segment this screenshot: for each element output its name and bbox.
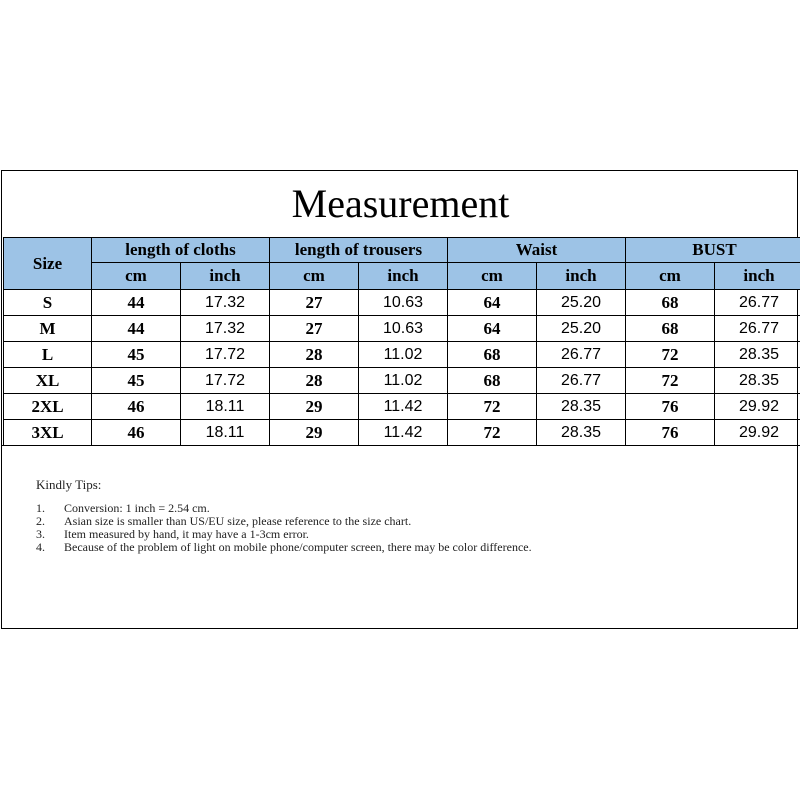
value-cell: 27 <box>270 316 359 342</box>
size-cell: S <box>4 290 92 316</box>
value-cell: 68 <box>448 368 537 394</box>
value-cell: 26.77 <box>715 290 800 316</box>
unit-header: inch <box>359 263 448 290</box>
value-cell: 11.02 <box>359 368 448 394</box>
tip-text: Asian size is smaller than US/EU size, please reference to the size chart. <box>64 514 412 528</box>
value-cell: 10.63 <box>359 316 448 342</box>
tip-item <box>36 541 776 554</box>
tip-number: 1. <box>36 501 45 515</box>
value-cell: 18.11 <box>181 394 270 420</box>
value-cell: 17.72 <box>181 342 270 368</box>
size-table <box>3 237 800 446</box>
section-divider <box>2 445 799 446</box>
value-cell: 28 <box>270 368 359 394</box>
tip-text: Item measured by hand, it may have a 1-3cm error. <box>64 527 309 541</box>
value-cell: 72 <box>626 368 715 394</box>
value-cell: 29 <box>270 420 359 446</box>
value-cell: 45 <box>92 368 181 394</box>
value-cell: 25.20 <box>537 316 626 342</box>
size-cell: XL <box>4 368 92 394</box>
value-cell: 76 <box>626 420 715 446</box>
value-cell: 26.77 <box>537 342 626 368</box>
size-cell: M <box>4 316 92 342</box>
value-cell: 68 <box>626 290 715 316</box>
value-cell: 64 <box>448 316 537 342</box>
value-cell: 46 <box>92 420 181 446</box>
unit-header-row <box>4 263 800 290</box>
size-cell: L <box>4 342 92 368</box>
size-chart-panel <box>1 170 798 629</box>
value-cell: 17.32 <box>181 316 270 342</box>
group-header-trousers: length of trousers <box>270 238 448 263</box>
value-cell: 29.92 <box>715 394 800 420</box>
table-row <box>4 342 800 368</box>
tip-number: 2. <box>36 514 45 528</box>
tip-text: Because of the problem of light on mobile phone/computer screen, there may be color difference. <box>64 540 532 554</box>
value-cell: 45 <box>92 342 181 368</box>
value-cell: 25.20 <box>537 290 626 316</box>
tip-number: 4. <box>36 540 45 554</box>
value-cell: 26.77 <box>715 316 800 342</box>
value-cell: 26.77 <box>537 368 626 394</box>
value-cell: 64 <box>448 290 537 316</box>
unit-header: cm <box>270 263 359 290</box>
unit-header: inch <box>537 263 626 290</box>
value-cell: 29 <box>270 394 359 420</box>
unit-header: cm <box>448 263 537 290</box>
unit-header: cm <box>92 263 181 290</box>
table-row <box>4 316 800 342</box>
value-cell: 76 <box>626 394 715 420</box>
tip-number: 3. <box>36 527 45 541</box>
group-header-cloths: length of cloths <box>92 238 270 263</box>
group-header-bust: BUST <box>626 238 800 263</box>
chart-title: Measurement <box>291 181 510 226</box>
value-cell: 72 <box>448 394 537 420</box>
value-cell: 28.35 <box>715 368 800 394</box>
table-row <box>4 420 800 446</box>
value-cell: 11.42 <box>359 394 448 420</box>
value-cell: 28.35 <box>715 342 800 368</box>
value-cell: 10.63 <box>359 290 448 316</box>
tips-title: Kindly Tips: <box>36 477 102 492</box>
value-cell: 28 <box>270 342 359 368</box>
size-cell: 3XL <box>4 420 92 446</box>
value-cell: 27 <box>270 290 359 316</box>
value-cell: 29.92 <box>715 420 800 446</box>
value-cell: 28.35 <box>537 420 626 446</box>
value-cell: 72 <box>626 342 715 368</box>
kindly-tips <box>36 477 776 554</box>
table-row <box>4 368 800 394</box>
value-cell: 17.72 <box>181 368 270 394</box>
value-cell: 72 <box>448 420 537 446</box>
value-cell: 68 <box>448 342 537 368</box>
size-cell: 2XL <box>4 394 92 420</box>
value-cell: 44 <box>92 290 181 316</box>
unit-header: cm <box>626 263 715 290</box>
value-cell: 46 <box>92 394 181 420</box>
value-cell: 68 <box>626 316 715 342</box>
value-cell: 28.35 <box>537 394 626 420</box>
value-cell: 11.02 <box>359 342 448 368</box>
value-cell: 44 <box>92 316 181 342</box>
unit-header: inch <box>715 263 800 290</box>
size-header: Size <box>4 238 92 290</box>
value-cell: 18.11 <box>181 420 270 446</box>
group-header-waist: Waist <box>448 238 626 263</box>
value-cell: 17.32 <box>181 290 270 316</box>
value-cell: 11.42 <box>359 420 448 446</box>
table-row <box>4 394 800 420</box>
table-header-row <box>4 238 800 263</box>
table-row <box>4 290 800 316</box>
tip-text: Conversion: 1 inch = 2.54 cm. <box>64 501 210 515</box>
unit-header: inch <box>181 263 270 290</box>
